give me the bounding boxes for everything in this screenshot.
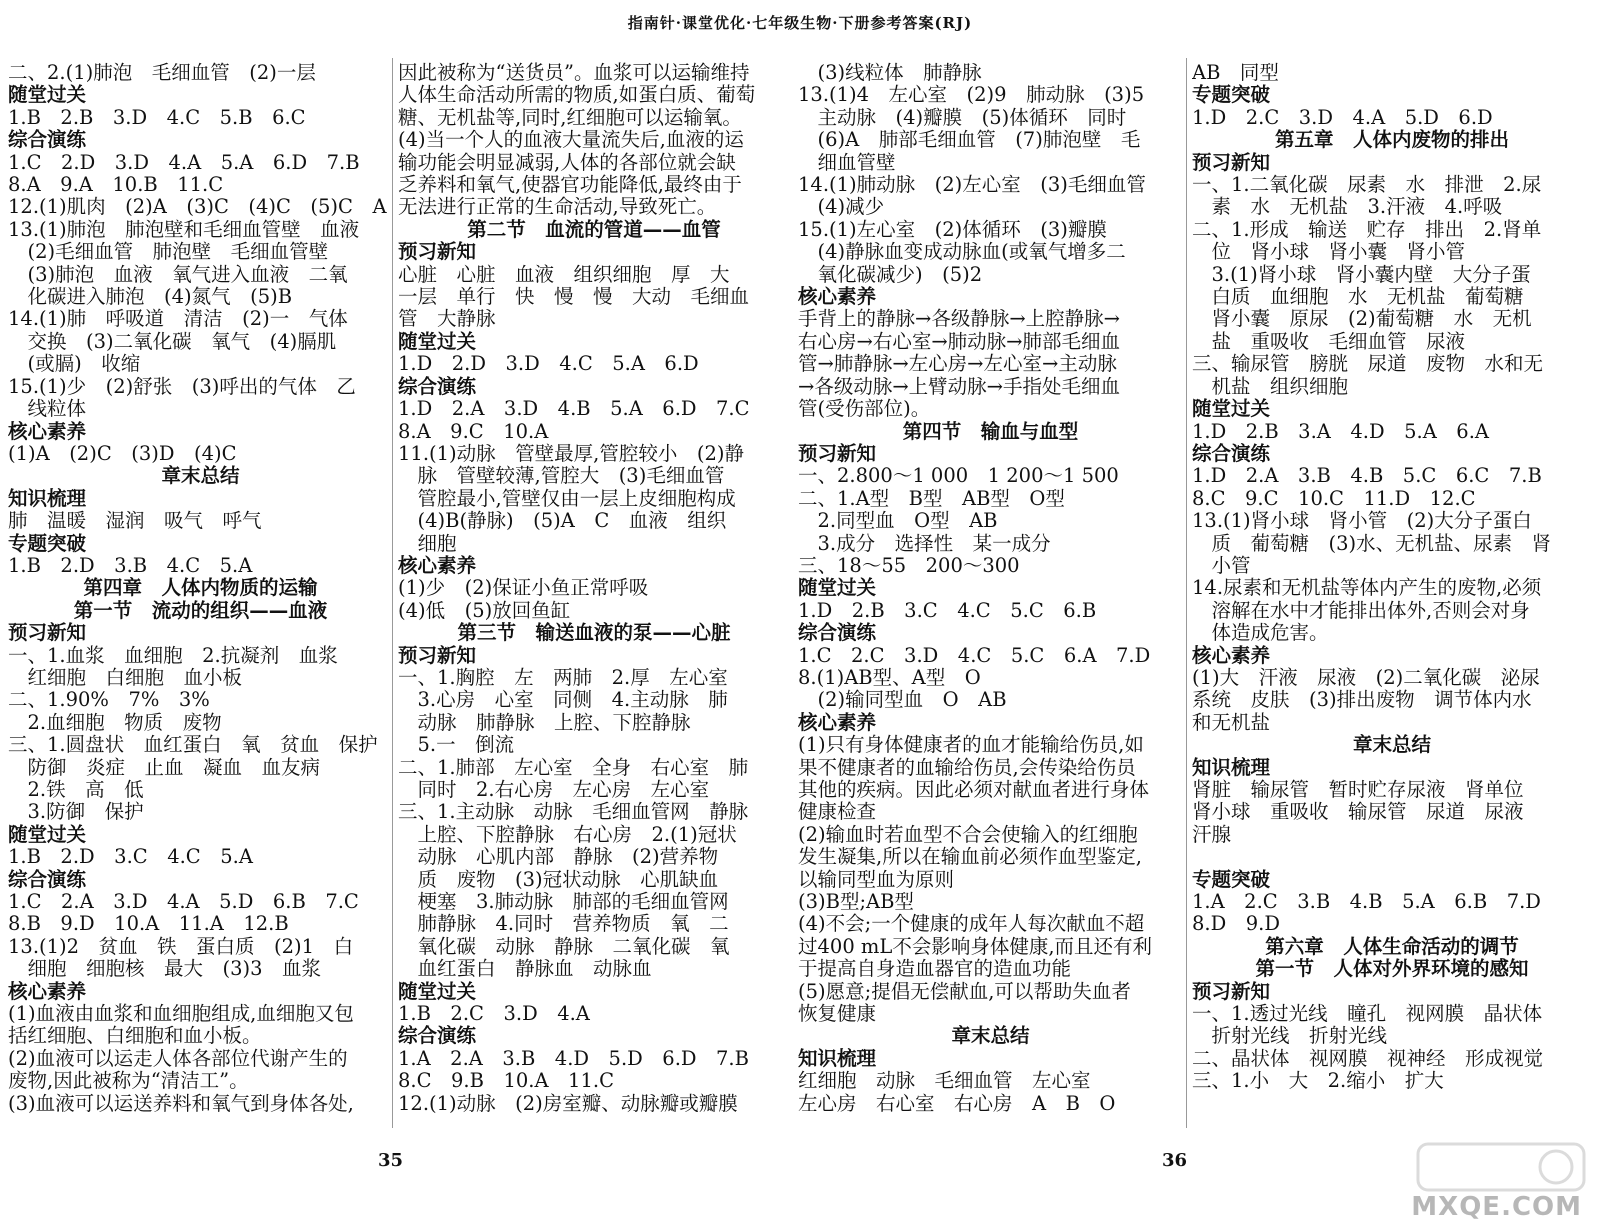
section-heading: 综合演练: [798, 622, 877, 645]
answer-line: (1)少 (2)保证小鱼正常呼吸: [398, 577, 649, 600]
answer-line: 二、1.形成 输送 贮存 排出 2.肾单: [1192, 218, 1542, 241]
page-header: 指南针·课堂优化·七年级生物·下册参考答案(RJ): [627, 14, 973, 32]
column-3: [798, 62, 1183, 1115]
column-1: [8, 62, 393, 1115]
answer-line: 折射光线 折射光线: [1192, 1025, 1388, 1048]
section-heading: 预习新知: [398, 241, 477, 264]
answer-line: 一、2.800～1 000 1 200～1 500: [798, 465, 1119, 488]
answer-line: 三、1.圆盘状 血红蛋白 氧 贫血 保护: [8, 734, 378, 757]
section-heading: 核心素养: [8, 420, 87, 443]
answer-line: (3)B型;AB型: [798, 891, 914, 914]
chapter-title: 第一节 人体对外界环境的感知: [1255, 958, 1529, 981]
answer-line: 糖、无机盐等,同时,红细胞可以运输氧。: [398, 106, 742, 129]
section-heading: 预习新知: [1192, 151, 1271, 174]
section-heading: 核心素养: [398, 554, 477, 577]
answer-line: (5)愿意;提倡无偿献血,可以帮助失血者: [798, 980, 1131, 1003]
section-heading: 随堂过关: [798, 577, 877, 600]
answer-line: 氧化碳减少) (5)2: [798, 263, 983, 286]
answer-line: (2)毛细血管 肺泡壁 毛细血管壁: [8, 241, 329, 264]
chapter-title: 第三节 输送血液的泵——心脏: [457, 622, 731, 645]
answer-line: 3.成分 选择性 某一成分: [798, 532, 1051, 555]
answer-line: 1.A 2.A 3.B 4.D 5.D 6.D 7.B: [398, 1047, 749, 1070]
answer-line: 1.D 2.A 3.B 4.B 5.C 6.C 7.B: [1192, 465, 1542, 488]
answer-line: 1.D 2.B 3.C 4.C 5.C 6.B: [798, 599, 1097, 622]
answer-line: (1)血液由血浆和血细胞组成,血细胞又包: [8, 1003, 354, 1026]
answer-line: 2.血细胞 物质 废物: [8, 711, 222, 734]
answer-line: 3.心房 心室 同侧 4.主动脉 肺: [398, 689, 728, 712]
answer-line: 二、1.肺部 左心室 全身 右心室 肺: [398, 756, 749, 779]
answer-line: (或膈) 收缩: [8, 353, 141, 376]
column-4: [1192, 62, 1592, 1093]
answer-line: 三、18～55 200～300: [798, 554, 1020, 577]
answer-line: 管腔最小,管壁仅由一层上皮细胞构成: [398, 487, 736, 510]
section-heading: 知识梳理: [798, 1047, 877, 1070]
answer-line: 1.B 2.D 3.B 4.C 5.A: [8, 554, 253, 577]
answer-line: 1.D 2.B 3.A 4.D 5.A 6.A: [1192, 420, 1489, 443]
answer-line: 14.尿素和无机盐等体内产生的废物,必须: [1192, 577, 1542, 600]
section-heading: 知识梳理: [8, 487, 87, 510]
answer-line: 手背上的静脉→各级静脉→上腔静脉→: [798, 308, 1121, 331]
answer-line: 15.(1)左心室 (2)体循环 (3)瓣膜: [798, 218, 1107, 241]
answer-line: 肾脏 输尿管 暂时贮存尿液 肾单位: [1192, 779, 1524, 801]
section-heading: 综合演练: [1192, 442, 1271, 465]
answer-line: 细血管壁: [798, 151, 896, 174]
answer-line: 8.D 9.D: [1192, 913, 1280, 936]
answer-line: 系统 皮肤 (3)排出废物 调节体内水: [1192, 689, 1532, 712]
answer-line: 2.铁 高 低: [8, 779, 144, 801]
answer-line: 线粒体: [8, 398, 87, 421]
chapter-title: 第五章 人体内废物的排出: [1274, 129, 1509, 152]
section-heading: 核心素养: [1192, 644, 1271, 667]
answer-line: 一、1.血浆 血细胞 2.抗凝剂 血浆: [8, 644, 338, 667]
answer-line: 1.B 2.D 3.C 4.C 5.A: [8, 846, 253, 869]
answer-line: 14.(1)肺动脉 (2)左心室 (3)毛细血管: [798, 174, 1146, 197]
answer-line: (2)输血时若血型不合会使输入的红细胞: [798, 823, 1138, 846]
chapter-title: 第二节 血流的管道——血管: [467, 218, 721, 241]
answer-line: (4)低 (5)放回鱼缸: [398, 599, 571, 622]
answer-line: 管 大静脉: [398, 308, 496, 331]
answer-line: 12.(1)肌肉 (2)A (3)C (4)C (5)C A: [8, 196, 387, 219]
answer-line: 1.C 2.A 3.D 4.A 5.D 6.B 7.C: [8, 891, 359, 914]
answer-line: 13.(1)肺泡 肺泡壁和毛细血管壁 血液: [8, 218, 360, 241]
answer-line: 质 葡萄糖 (3)水、无机盐、尿素 肾: [1192, 532, 1552, 555]
answer-line: 肾小囊 原尿 (2)葡萄糖 水 无机: [1192, 308, 1532, 331]
answer-line: 二、1.90% 7% 3%: [8, 689, 210, 712]
answer-line: 肺 温暖 湿润 吸气 呼气: [8, 510, 262, 533]
answer-line: 梗塞 3.肺动脉 肺部的毛细血管网: [398, 891, 729, 914]
answer-line: 二、晶状体 视网膜 视神经 形成视觉: [1192, 1047, 1544, 1070]
answer-line: (2)输同型血 O AB: [798, 689, 1007, 712]
answer-line: 心脏 心脏 血液 组织细胞 厚 大: [398, 263, 730, 286]
answer-line: 于提高自身造血器官的造血功能: [798, 958, 1072, 981]
answer-line: 管(受伤部位)。: [798, 398, 931, 421]
answer-line: 8.B 9.D 10.A 11.A 12.B: [8, 913, 289, 936]
answer-line: 人体生命活动所需的物质,如蛋白质、葡萄: [398, 84, 756, 107]
answer-line: 果不健康者的血输给伤员,会传染给伤员: [798, 756, 1136, 779]
answer-line: 13.(1)肾小球 肾小管 (2)大分子蛋白: [1192, 510, 1532, 533]
answer-line: 盐 重吸收 毛细血管 尿液: [1192, 330, 1466, 353]
chapter-title: 章末总结: [1352, 734, 1431, 757]
answer-line: 防御 炎症 止血 凝血 血友病: [8, 756, 321, 779]
section-heading: 随堂过关: [8, 84, 87, 107]
answer-line: 同时 2.右心房 左心房 左心室: [398, 779, 710, 801]
answer-line: 3.(1)肾小球 肾小囊内壁 大分子蛋: [1192, 263, 1531, 286]
answer-line: 乏养料和氧气,使器官功能降低,最终由于: [398, 174, 742, 197]
section-heading: 专题突破: [8, 532, 87, 555]
answer-line: 其他的疾病。因此必须对献血者进行身体: [798, 779, 1150, 801]
answer-line: 左心房 右心室 右心房 A B O: [798, 1092, 1116, 1115]
section-heading: 预习新知: [798, 442, 877, 465]
chapter-title: 第六章 人体生命活动的调节: [1265, 935, 1519, 958]
answer-line: 氧化碳 动脉 静脉 二氧化碳 氧: [398, 935, 730, 958]
chapter-title: 章末总结: [951, 1025, 1030, 1048]
section-heading: 专题突破: [1192, 868, 1271, 891]
answer-line: 质 废物 (3)冠状动脉 心肌缺血: [398, 868, 719, 891]
answer-line: [1192, 846, 1592, 868]
answer-line: 右心房→右心室→肺动脉→肺部毛细血: [798, 330, 1121, 353]
answer-line: 白质 血细胞 水 无机盐 葡萄糖: [1192, 286, 1524, 309]
answer-line: (1)只有身体健康者的血才能输给伤员,如: [798, 734, 1144, 757]
answer-line: 细胞: [398, 532, 457, 555]
answer-line: (3)血液可以运送养料和氧气到身体各处,: [8, 1092, 354, 1115]
answer-line: 1.C 2.D 3.D 4.A 5.A 6.D 7.B: [8, 151, 360, 174]
answer-line: 以输同型血为原则: [798, 868, 955, 891]
answer-line: 8.A 9.C 10.A: [398, 420, 549, 443]
answer-line: 细胞 细胞核 最大 (3)3 血浆: [8, 958, 322, 981]
answer-line: 小管: [1192, 554, 1251, 577]
answer-line: 5.一 倒流: [398, 734, 515, 757]
answer-line: 体造成危害。: [1192, 622, 1329, 645]
section-heading: 核心素养: [8, 980, 87, 1003]
answer-line: 机盐 组织细胞: [1192, 375, 1349, 398]
answer-line: (4)B(静脉) (5)A C 血液 组织: [398, 510, 727, 533]
answer-line: 13.(1)2 贫血 铁 蛋白质 (2)1 白: [8, 935, 354, 958]
answer-line: 三、1.主动脉 动脉 毛细血管网 静脉: [398, 801, 749, 824]
answer-line: 1.C 2.C 3.D 4.C 5.C 6.A 7.D: [798, 644, 1151, 667]
answer-line: (1)大 汗液 尿液 (2)二氧化碳 泌尿: [1192, 666, 1540, 689]
answer-line: 二、2.(1)肺泡 毛细血管 (2)一层: [8, 62, 316, 84]
answer-line: (4)当一个人的血液大量流失后,血液的运: [398, 129, 744, 152]
answer-line: 一、1.二氧化碳 尿素 水 排泄 2.尿: [1192, 174, 1542, 197]
answer-line: AB 同型: [1192, 62, 1279, 84]
section-heading: 随堂过关: [398, 980, 477, 1003]
page-number-right: 36: [1162, 1150, 1188, 1171]
answer-line: 8.C 9.B 10.A 11.C: [398, 1070, 614, 1093]
answer-line: 肺静脉 4.同时 营养物质 氧 二: [398, 913, 729, 936]
answer-line: 1.B 2.C 3.D 4.A: [398, 1003, 590, 1026]
answer-line: 交换 (3)二氧化碳 氧气 (4)膈肌: [8, 330, 337, 353]
column-divider: [1186, 58, 1187, 1128]
answer-line: 1.D 2.C 3.D 4.A 5.D 6.D: [1192, 106, 1493, 129]
section-heading: 核心素养: [798, 711, 877, 734]
answer-line: 14.(1)肺 呼吸道 清洁 (2)一 气体: [8, 308, 348, 331]
answer-line: (2)血液可以运走人体各部位代谢产生的: [8, 1047, 348, 1070]
answer-line: (6)A 肺部毛细血管 (7)肺泡壁 毛: [798, 129, 1141, 152]
answer-line: 位 肾小球 肾小囊 肾小管: [1192, 241, 1466, 264]
section-heading: 预习新知: [398, 644, 477, 667]
answer-line: 8.(1)AB型、A型 O: [798, 666, 981, 689]
section-heading: 综合演练: [398, 1025, 477, 1048]
answer-line: 三、1.小 大 2.缩小 扩大: [1192, 1070, 1444, 1093]
answer-line: →各级动脉→上臂动脉→手指处毛细血: [798, 375, 1121, 398]
answer-line: 健康检查: [798, 801, 877, 824]
answer-line: 3.防御 保护: [8, 801, 144, 824]
answer-line: 三、输尿管 膀胱 尿道 废物 水和无: [1192, 353, 1544, 376]
answer-line: 一、1.透过光线 瞳孔 视网膜 晶状体: [1192, 1003, 1543, 1026]
answer-line: 无法进行正常的生命活动,导致死亡。: [398, 196, 717, 219]
answer-line: 一层 单行 快 慢 慢 大动 毛细血: [398, 286, 750, 309]
answer-line: 1.B 2.B 3.D 4.C 5.B 6.C: [8, 106, 306, 129]
answer-line: 脉 管壁较薄,管腔大 (3)毛细血管: [398, 465, 725, 488]
answer-line: 15.(1)少 (2)舒张 (3)呼出的气体 乙: [8, 375, 356, 398]
answer-line: (4)减少: [798, 196, 885, 219]
section-heading: 知识梳理: [1192, 756, 1271, 779]
section-heading: 随堂过关: [1192, 398, 1271, 421]
chapter-title: 第一节 流动的组织——血液: [73, 599, 328, 622]
section-heading: 综合演练: [8, 129, 87, 152]
answer-line: 13.(1)4 左心室 (2)9 肺动脉 (3)5: [798, 84, 1145, 107]
answer-line: 红细胞 动脉 毛细血管 左心室: [798, 1070, 1091, 1093]
watermark-site: MXQE.COM: [1411, 1192, 1582, 1222]
answer-line: 8.C 9.C 10.C 11.D 12.C: [1192, 487, 1476, 510]
section-heading: 综合演练: [8, 868, 87, 891]
answer-line: 1.D 2.A 3.D 4.B 5.A 6.D 7.C: [398, 398, 750, 421]
answer-line: 溶解在水中才能排出体外,否则会对身: [1192, 599, 1530, 622]
answer-line: 发生凝集,所以在输血前必须作血型鉴定,: [798, 846, 1142, 869]
answer-line: 过400 mL不会影响身体健康,而且还有利: [798, 935, 1153, 958]
answer-line: 括红细胞、白细胞和血小板。: [8, 1025, 262, 1048]
section-heading: 预习新知: [8, 622, 87, 645]
answer-line: (4)不会;一个健康的成年人每次献血不超: [798, 913, 1145, 936]
answer-line: 主动脉 (4)瓣膜 (5)体循环 同时: [798, 106, 1127, 129]
answer-line: 管→肺静脉→左心房→左心室→主动脉: [798, 353, 1117, 376]
answer-line: 汗腺: [1192, 823, 1232, 846]
answer-line: 素 水 无机盐 3.汗液 4.呼吸: [1192, 196, 1503, 219]
section-heading: 综合演练: [398, 375, 477, 398]
page-number-left: 35: [378, 1150, 404, 1171]
section-heading: 随堂过关: [398, 330, 477, 353]
answer-line: 化碳进入肺泡 (4)氮气 (5)B: [8, 286, 293, 309]
column-2: [398, 62, 790, 1115]
answer-line: 肾小球 重吸收 输尿管 尿道 尿液: [1192, 801, 1524, 824]
chapter-title: 第四节 输血与血型: [902, 420, 1079, 443]
answer-line: 废物,因此被称为“清洁工”。: [8, 1070, 249, 1093]
answer-line: 二、1.A型 B型 AB型 O型: [798, 487, 1065, 510]
answer-line: (3)肺泡 血液 氧气进入血液 二氧: [8, 263, 348, 286]
section-heading: 专题突破: [1192, 84, 1271, 107]
answer-line: (1)A (2)C (3)D (4)C: [8, 442, 237, 465]
answer-line: 输功能会明显减弱,人体的各部位就会缺: [398, 151, 736, 174]
section-heading: 随堂过关: [8, 823, 87, 846]
answer-line: 动脉 肺静脉 上腔、下腔静脉: [398, 711, 691, 734]
section-heading: 核心素养: [798, 286, 877, 309]
answer-line: 1.A 2.C 3.B 4.B 5.A 6.B 7.D: [1192, 891, 1541, 914]
column-divider: [392, 58, 393, 1128]
answer-line: (3)线粒体 肺静脉: [798, 62, 982, 84]
answer-line: 红细胞 白细胞 血小板: [8, 666, 243, 689]
answer-line: (4)静脉血变成动脉血(或氧气增多二: [798, 241, 1126, 264]
answer-line: 动脉 心肌内部 静脉 (2)营养物: [398, 846, 719, 869]
answer-line: 血红蛋白 静脉血 动脉血: [398, 958, 652, 981]
answer-line: 11.(1)动脉 管壁最厚,管腔较小 (2)静: [398, 442, 744, 465]
answer-line: 和无机盐: [1192, 711, 1271, 734]
chapter-title: 章末总结: [161, 465, 240, 488]
chapter-title: 第四章 人体内物质的运输: [83, 577, 318, 600]
answer-line: 恢复健康: [798, 1003, 877, 1026]
answer-line: 上腔、下腔静脉 右心房 2.(1)冠状: [398, 823, 737, 846]
answer-line: 一、1.胸腔 左 两肺 2.厚 左心室: [398, 666, 728, 689]
answer-line: 2.同型血 O型 AB: [798, 510, 998, 533]
section-heading: 预习新知: [1192, 980, 1271, 1003]
answer-line: 因此被称为“送货员”。血浆可以运输维持: [398, 62, 750, 84]
answer-line: 12.(1)动脉 (2)房室瓣、动脉瓣或瓣膜: [398, 1092, 738, 1115]
answer-line: 1.D 2.D 3.D 4.C 5.A 6.D: [398, 353, 699, 376]
answer-line: 8.A 9.A 10.B 11.C: [8, 174, 224, 197]
